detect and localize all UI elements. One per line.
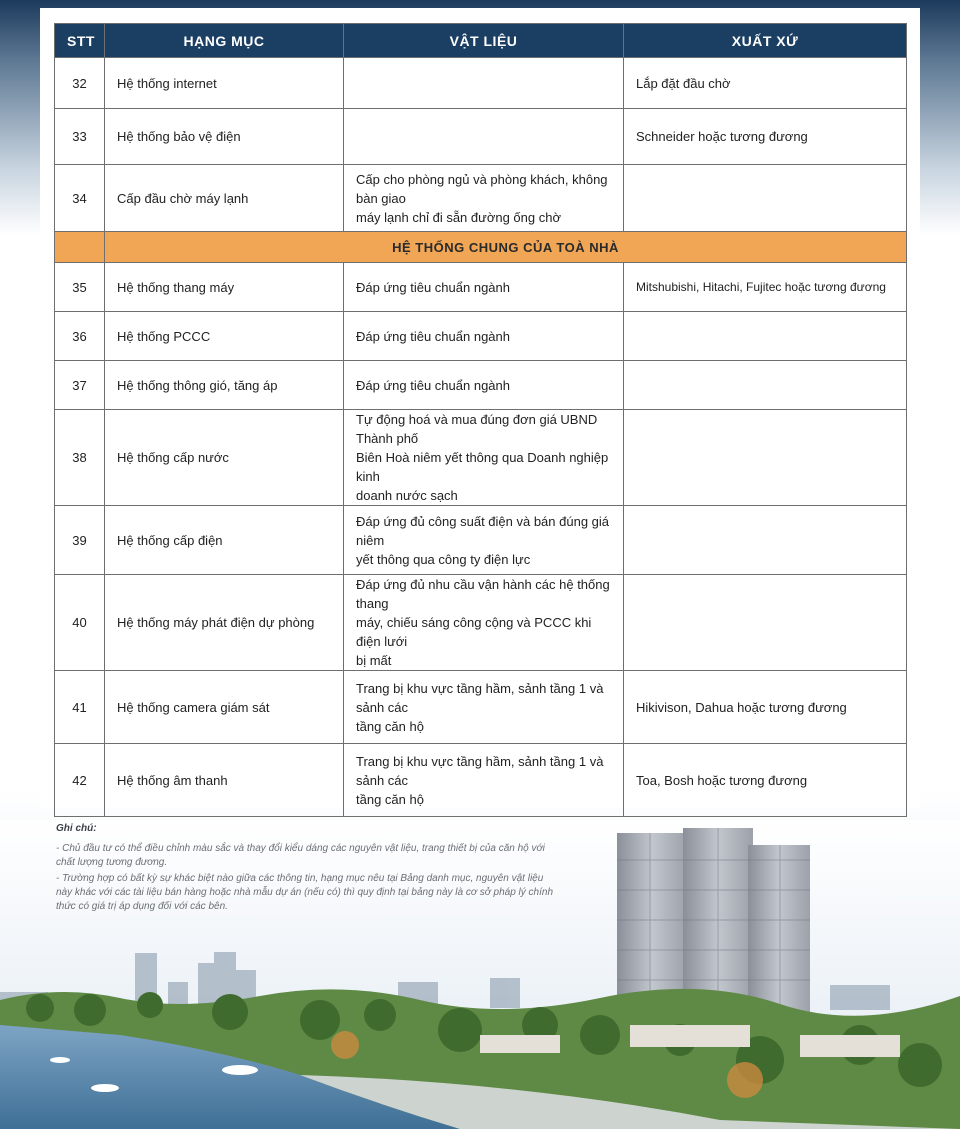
row-material: Đáp ứng tiêu chuẩn ngành	[344, 312, 624, 361]
notes-heading: Ghi chú:	[56, 823, 97, 834]
material-line: máy lạnh chỉ đi sẵn đường ống chờ	[356, 209, 561, 225]
material-line: Tự động hoá và mua đúng đơn giá UBND Thành phố	[356, 412, 598, 446]
row-item: Hệ thống bảo vệ điện	[105, 109, 344, 165]
material-line: bị mất	[356, 653, 392, 668]
row-material	[344, 109, 624, 165]
table-row	[55, 575, 907, 671]
row-item: Hệ thống internet	[105, 58, 344, 109]
row-origin	[624, 506, 907, 575]
row-origin: Schneider hoặc tương đương	[624, 109, 907, 165]
row-material: Đáp ứng tiêu chuẩn ngành	[344, 263, 624, 312]
table-row	[55, 312, 907, 361]
material-line: máy, chiếu sáng công cộng và PCCC khi điện lưới	[356, 615, 592, 649]
row-item: Hệ thống máy phát điện dự phòng	[105, 575, 344, 671]
row-origin: Toa, Bosh hoặc tương đương	[624, 744, 907, 817]
row-material	[344, 506, 624, 575]
row-origin	[624, 575, 907, 671]
row-stt: 41	[55, 671, 105, 744]
row-material	[344, 410, 624, 506]
table-row	[55, 263, 907, 312]
specification-table	[54, 23, 907, 817]
row-origin: Mitshubishi, Hitachi, Fujitec hoặc tương đương	[624, 263, 907, 312]
row-item: Hệ thống cấp điện	[105, 506, 344, 575]
row-origin: Hikivison, Dahua hoặc tương đương	[624, 671, 907, 744]
row-stt: 38	[55, 410, 105, 506]
row-item: Hệ thống thang máy	[105, 263, 344, 312]
note-line: - Chủ đầu tư có thể điều chỉnh màu sắc và thay đổi kiểu dáng các nguyên vật liệu, trang thiết bị của căn hộ với chất lượng tương đương.	[56, 843, 545, 868]
section-title: HỆ THỐNG CHUNG CỦA TOÀ NHÀ	[105, 232, 907, 263]
material-line: Đáp ứng đủ công suất điện và bán đúng giá niêm	[356, 513, 610, 548]
table-header-row	[55, 24, 907, 58]
material-line: Cấp cho phòng ngủ và phòng khách, không bàn giao	[356, 171, 608, 206]
table-row	[55, 671, 907, 744]
row-material	[344, 58, 624, 109]
row-item: Hệ thống camera giám sát	[105, 671, 344, 744]
row-origin: Lắp đặt đầu chờ	[624, 58, 907, 109]
row-stt: 34	[55, 165, 105, 232]
row-origin	[624, 165, 907, 232]
row-material	[344, 744, 624, 817]
row-origin	[624, 410, 907, 506]
row-stt: 33	[55, 109, 105, 165]
row-material	[344, 671, 624, 744]
header-material: VẬT LIỆU	[344, 24, 624, 58]
material-line: Đáp ứng đủ nhu cầu vận hành các hệ thống thang	[356, 577, 610, 611]
material-line: yết thông qua công ty điện lực	[356, 551, 531, 567]
row-stt: 37	[55, 361, 105, 410]
material-line: doanh nước sạch	[356, 488, 458, 503]
material-line: Trang bị khu vực tầng hầm, sảnh tầng 1 và sảnh các	[356, 680, 604, 715]
table-row	[55, 361, 907, 410]
row-stt: 35	[55, 263, 105, 312]
row-item: Hệ thống thông gió, tăng áp	[105, 361, 344, 410]
material-line: tầng căn hộ	[356, 718, 424, 734]
material-line: Biên Hoà niêm yết thông qua Doanh nghiệp kinh	[356, 450, 609, 484]
row-stt: 32	[55, 58, 105, 109]
row-item: Hệ thống PCCC	[105, 312, 344, 361]
section-row	[55, 232, 907, 263]
row-stt: 42	[55, 744, 105, 817]
table-row	[55, 109, 907, 165]
row-stt: 36	[55, 312, 105, 361]
section-stt-cell	[55, 232, 105, 263]
row-material: Đáp ứng tiêu chuẩn ngành	[344, 361, 624, 410]
row-item: Cấp đầu chờ máy lạnh	[105, 165, 344, 232]
header-origin: XUẤT XỨ	[624, 24, 907, 58]
row-material	[344, 165, 624, 232]
notes-block	[56, 822, 556, 916]
note-line: - Trường hợp có bất kỳ sự khác biệt nào giữa các thông tin, hạng mục nêu tại Bảng danh mục, nguyên vật liệu này khác với các tài liệu bán hàng hoặc nhà mẫu dự án (nếu có) thì quy định tại bảng này là cơ sở pháp lý chính thức có giá trị áp dụng đối với các bên.	[56, 873, 554, 912]
row-item: Hệ thống âm thanh	[105, 744, 344, 817]
header-item: HẠNG MỤC	[105, 24, 344, 58]
row-origin	[624, 312, 907, 361]
table-row	[55, 410, 907, 506]
table-row	[55, 744, 907, 817]
material-line: Trang bị khu vực tầng hầm, sảnh tầng 1 và sảnh các	[356, 753, 604, 788]
row-material	[344, 575, 624, 671]
material-line: tầng căn hộ	[356, 791, 424, 807]
row-item: Hệ thống cấp nước	[105, 410, 344, 506]
table-row	[55, 165, 907, 232]
row-stt: 39	[55, 506, 105, 575]
table-row	[55, 58, 907, 109]
row-stt: 40	[55, 575, 105, 671]
header-stt: STT	[55, 24, 105, 58]
table-row	[55, 506, 907, 575]
row-origin	[624, 361, 907, 410]
